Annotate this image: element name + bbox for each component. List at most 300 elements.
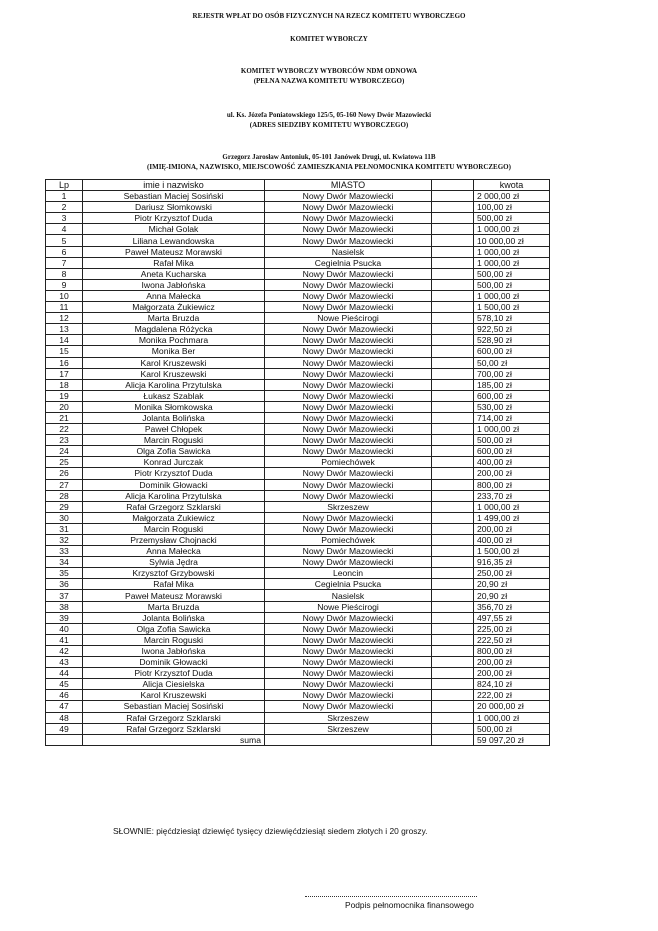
table-row [46,612,550,623]
row-city: Nowy Dwór Mazowiecki [265,634,432,645]
sum-row [46,734,550,745]
row-amount: 916,35 zł [474,557,550,568]
row-city: Cegielnia Psucka [265,579,432,590]
row-lp: 10 [46,290,83,301]
row-amount: 528,90 zł [474,335,550,346]
row-city: Nowy Dwór Mazowiecki [265,224,432,235]
table-row [46,202,550,213]
row-blank [432,490,474,501]
row-lp: 19 [46,390,83,401]
row-name: Małgorzata Żukiewicz [83,512,265,523]
row-blank [432,246,474,257]
row-blank [432,601,474,612]
row-lp: 18 [46,379,83,390]
row-name: Monika Pochmara [83,335,265,346]
row-amount: 500,00 zł [474,279,550,290]
column-header-city: MIASTO [265,180,432,191]
row-amount: 50,00 zł [474,357,550,368]
table-row [46,712,550,723]
row-blank [432,701,474,712]
table-row [46,302,550,313]
table-row [46,412,550,423]
row-blank [432,579,474,590]
row-name: Anna Małecka [83,546,265,557]
row-city: Nowy Dwór Mazowiecki [265,335,432,346]
row-blank [432,568,474,579]
row-blank [432,546,474,557]
row-amount: 200,00 zł [474,668,550,679]
row-city: Nowy Dwór Mazowiecki [265,213,432,224]
row-name: Konrad Jurczak [83,457,265,468]
row-city: Nowy Dwór Mazowiecki [265,645,432,656]
row-city: Nowy Dwór Mazowiecki [265,279,432,290]
table-row [46,645,550,656]
committee-label: KOMITET WYBORCZY [290,35,368,43]
row-lp: 31 [46,523,83,534]
row-name: Marta Bruzda [83,313,265,324]
table-row [46,213,550,224]
row-name: Łukasz Szablak [83,390,265,401]
row-name: Michał Golak [83,224,265,235]
row-blank [432,501,474,512]
row-name: Małgorzata Żukiewicz [83,302,265,313]
table-row [46,623,550,634]
table-row [46,435,550,446]
row-lp: 9 [46,279,83,290]
row-name: Sebastian Maciej Sosiński [83,701,265,712]
row-name: Rafał Grzegorz Szklarski [83,712,265,723]
row-lp: 49 [46,723,83,734]
row-amount: 100,00 zł [474,202,550,213]
row-blank [432,290,474,301]
row-amount: 600,00 zł [474,346,550,357]
row-city: Nowy Dwór Mazowiecki [265,446,432,457]
row-amount: 824,10 zł [474,679,550,690]
row-name: Marta Bruzda [83,601,265,612]
row-city: Nowy Dwór Mazowiecki [265,346,432,357]
column-header-blank [432,180,474,191]
table-row [46,501,550,512]
amount-in-words: SŁOWNIE: pięćdziesiąt dziewięć tysięcy dziewięćdziesiąt siedem złotych i 20 groszy. [113,826,428,836]
row-lp: 22 [46,424,83,435]
table-row [46,313,550,324]
table-row [46,224,550,235]
row-lp: 29 [46,501,83,512]
row-amount: 10 000,00 zł [474,235,550,246]
row-amount: 1 500,00 zł [474,302,550,313]
row-city: Nowy Dwór Mazowiecki [265,479,432,490]
register-title: REJESTR WPŁAT DO OSÓB FIZYCZNYCH NA RZECZ KOMITETU WYBORCZEGO [192,12,466,20]
row-blank [432,213,474,224]
row-lp: 32 [46,535,83,546]
row-amount: 185,00 zł [474,379,550,390]
row-name: Karol Kruszewski [83,690,265,701]
row-lp: 30 [46,512,83,523]
row-amount: 530,00 zł [474,401,550,412]
row-name: Rafał Mika [83,579,265,590]
row-name: Jolanta Bolińska [83,612,265,623]
table-row [46,512,550,523]
row-blank [432,412,474,423]
row-lp: 21 [46,412,83,423]
table-row [46,346,550,357]
row-lp: 7 [46,257,83,268]
row-amount: 800,00 zł [474,645,550,656]
row-amount: 222,00 zł [474,690,550,701]
row-amount: 1 000,00 zł [474,246,550,257]
row-amount: 20,90 zł [474,579,550,590]
table-header-row [46,180,550,191]
row-name: Liliana Lewandowska [83,235,265,246]
row-name: Rafał Mika [83,257,265,268]
row-amount: 200,00 zł [474,657,550,668]
row-amount: 922,50 zł [474,324,550,335]
table-row [46,268,550,279]
row-city: Nowy Dwór Mazowiecki [265,324,432,335]
row-name: Marcin Roguski [83,634,265,645]
row-city: Nowy Dwór Mazowiecki [265,546,432,557]
row-name: Monika Ber [83,346,265,357]
row-amount: 1 499,00 zł [474,512,550,523]
row-blank [432,468,474,479]
row-blank [432,612,474,623]
row-blank [432,523,474,534]
row-blank [432,390,474,401]
row-blank [432,357,474,368]
sum-lp-cell [46,734,83,745]
row-city: Nowy Dwór Mazowiecki [265,623,432,634]
committee-name-caption: (PEŁNA NAZWA KOMITETU WYBORCZEGO) [253,77,405,85]
row-city: Nowy Dwór Mazowiecki [265,468,432,479]
row-lp: 38 [46,601,83,612]
signature-label: Podpis pełnomocnika finansowego [345,900,474,910]
row-amount: 400,00 zł [474,457,550,468]
row-lp: 1 [46,191,83,202]
row-city: Nowy Dwór Mazowiecki [265,435,432,446]
row-name: Paweł Chłopek [83,424,265,435]
agent-details: Grzegorz Jarosław Antoniuk, 05-101 Janówek Drugi, ul. Kwiatowa 11B [222,153,436,161]
row-amount: 1 000,00 zł [474,501,550,512]
row-lp: 5 [46,235,83,246]
table-row [46,401,550,412]
row-amount: 714,00 zł [474,412,550,423]
row-blank [432,457,474,468]
row-city: Cegielnia Psucka [265,257,432,268]
row-name: Alicja Ciesielska [83,679,265,690]
row-name: Piotr Krzysztof Duda [83,213,265,224]
row-lp: 33 [46,546,83,557]
row-city: Nowy Dwór Mazowiecki [265,302,432,313]
row-name: Krzysztof Grzybowski [83,568,265,579]
row-name: Anna Małecka [83,290,265,301]
row-blank [432,590,474,601]
row-city: Skrzeszew [265,501,432,512]
table-row [46,191,550,202]
signature-line [305,896,477,897]
row-lp: 3 [46,213,83,224]
table-row [46,357,550,368]
row-name: Paweł Mateusz Morawski [83,246,265,257]
row-city: Nowy Dwór Mazowiecki [265,235,432,246]
row-amount: 578,10 zł [474,313,550,324]
row-lp: 28 [46,490,83,501]
row-city: Skrzeszew [265,723,432,734]
row-lp: 48 [46,712,83,723]
row-name: Marcin Roguski [83,523,265,534]
table-row [46,468,550,479]
table-row [46,601,550,612]
row-name: Piotr Krzysztof Duda [83,468,265,479]
row-lp: 41 [46,634,83,645]
row-blank [432,512,474,523]
row-lp: 26 [46,468,83,479]
table-row [46,257,550,268]
row-name: Jolanta Bolińska [83,412,265,423]
table-row [46,634,550,645]
table-row [46,668,550,679]
row-city: Nowy Dwór Mazowiecki [265,701,432,712]
table-row [46,679,550,690]
table-row [46,490,550,501]
row-lp: 36 [46,579,83,590]
row-name: Alicja Karolina Przytulska [83,379,265,390]
row-amount: 800,00 zł [474,479,550,490]
row-blank [432,224,474,235]
row-blank [432,435,474,446]
row-amount: 1 000,00 zł [474,224,550,235]
row-lp: 11 [46,302,83,313]
row-lp: 8 [46,268,83,279]
row-blank [432,634,474,645]
row-lp: 34 [46,557,83,568]
row-blank [432,379,474,390]
table-row [46,457,550,468]
row-amount: 20,90 zł [474,590,550,601]
row-city: Nowy Dwór Mazowiecki [265,401,432,412]
row-name: Przemysław Chojnacki [83,535,265,546]
table-row [46,290,550,301]
row-blank [432,623,474,634]
row-blank [432,235,474,246]
row-name: Marcin Roguski [83,435,265,446]
row-city: Nasielsk [265,246,432,257]
table-row [46,657,550,668]
row-lp: 20 [46,401,83,412]
row-city: Nowy Dwór Mazowiecki [265,268,432,279]
row-name: Olga Zofia Sawicka [83,623,265,634]
table-row [46,379,550,390]
row-name: Iwona Jabłońska [83,279,265,290]
row-city: Nowy Dwór Mazowiecki [265,679,432,690]
row-amount: 700,00 zł [474,368,550,379]
table-row [46,279,550,290]
sum-value: 59 097,20 zł [474,734,550,745]
row-amount: 225,00 zł [474,623,550,634]
row-blank [432,712,474,723]
column-header-amount: kwota [474,180,550,191]
row-blank [432,723,474,734]
row-amount: 250,00 zł [474,568,550,579]
row-city: Nowy Dwór Mazowiecki [265,379,432,390]
row-lp: 39 [46,612,83,623]
sum-blank-cell [432,734,474,745]
row-amount: 222,50 zł [474,634,550,645]
row-amount: 600,00 zł [474,390,550,401]
row-lp: 23 [46,435,83,446]
row-name: Olga Zofia Sawicka [83,446,265,457]
row-name: Aneta Kucharska [83,268,265,279]
row-name: Karol Kruszewski [83,357,265,368]
row-name: Dariusz Słomkowski [83,202,265,213]
row-amount: 497,55 zł [474,612,550,623]
committee-name: KOMITET WYBORCZY WYBORCÓW NDM ODNOWA [240,67,418,75]
row-city: Leoncin [265,568,432,579]
row-amount: 200,00 zł [474,468,550,479]
row-blank [432,424,474,435]
row-lp: 42 [46,645,83,656]
row-city: Nowy Dwór Mazowiecki [265,557,432,568]
row-amount: 500,00 zł [474,268,550,279]
row-amount: 1 000,00 zł [474,424,550,435]
row-amount: 1 500,00 zł [474,546,550,557]
row-city: Nowy Dwór Mazowiecki [265,390,432,401]
row-city: Pomiechówek [265,457,432,468]
row-amount: 200,00 zł [474,523,550,534]
row-city: Nowy Dwór Mazowiecki [265,490,432,501]
row-blank [432,535,474,546]
table-row [46,235,550,246]
row-city: Nowy Dwór Mazowiecki [265,424,432,435]
row-blank [432,302,474,313]
table-row [46,335,550,346]
row-city: Nowy Dwór Mazowiecki [265,512,432,523]
row-name: Sylwia Jędra [83,557,265,568]
row-city: Nowy Dwór Mazowiecki [265,668,432,679]
table-row [46,723,550,734]
row-city: Nowy Dwór Mazowiecki [265,368,432,379]
row-lp: 14 [46,335,83,346]
row-blank [432,645,474,656]
committee-address: ul. Ks. Józefa Poniatowskiego 125/5, 05-160 Nowy Dwór Mazowiecki [226,111,432,119]
table-row [46,579,550,590]
row-city: Pomiechówek [265,535,432,546]
row-lp: 13 [46,324,83,335]
row-city: Nowy Dwór Mazowiecki [265,357,432,368]
row-blank [432,257,474,268]
row-lp: 17 [46,368,83,379]
row-city: Nowy Dwór Mazowiecki [265,690,432,701]
row-lp: 46 [46,690,83,701]
table-row [46,390,550,401]
row-blank [432,202,474,213]
committee-address-caption: (ADRES SIEDZIBY KOMITETU WYBORCZEGO) [249,121,409,129]
row-amount: 600,00 zł [474,446,550,457]
row-lp: 43 [46,657,83,668]
row-name: Paweł Mateusz Morawski [83,590,265,601]
row-blank [432,191,474,202]
row-lp: 12 [46,313,83,324]
row-amount: 400,00 zł [474,535,550,546]
table-row [46,590,550,601]
row-city: Skrzeszew [265,712,432,723]
table-row [46,446,550,457]
sum-label: suma [83,734,265,745]
row-blank [432,335,474,346]
table-row [46,368,550,379]
payments-table [45,179,550,746]
table-row [46,324,550,335]
row-amount: 1 000,00 zł [474,257,550,268]
row-blank [432,279,474,290]
row-city: Nowy Dwór Mazowiecki [265,290,432,301]
row-name: Magdalena Różycka [83,324,265,335]
table-row [46,535,550,546]
row-lp: 40 [46,623,83,634]
row-name: Alicja Karolina Przytulska [83,490,265,501]
row-amount: 20 000,00 zł [474,701,550,712]
row-blank [432,479,474,490]
row-name: Monika Słomkowska [83,401,265,412]
row-name: Sebastian Maciej Sosiński [83,191,265,202]
row-blank [432,679,474,690]
row-blank [432,657,474,668]
row-name: Karol Kruszewski [83,368,265,379]
row-blank [432,368,474,379]
row-lp: 2 [46,202,83,213]
column-header-name: imie i nazwisko [83,180,265,191]
row-lp: 4 [46,224,83,235]
row-lp: 25 [46,457,83,468]
row-city: Nowy Dwór Mazowiecki [265,202,432,213]
row-city: Nowy Dwór Mazowiecki [265,412,432,423]
table-row [46,479,550,490]
row-amount: 1 000,00 zł [474,290,550,301]
row-amount: 2 000,00 zł [474,191,550,202]
row-city: Nasielsk [265,590,432,601]
row-lp: 24 [46,446,83,457]
row-lp: 47 [46,701,83,712]
table-body [46,191,550,735]
column-header-lp: Lp [46,180,83,191]
row-name: Rafał Grzegorz Szklarski [83,501,265,512]
row-blank [432,313,474,324]
row-lp: 35 [46,568,83,579]
row-amount: 233,70 zł [474,490,550,501]
row-blank [432,346,474,357]
row-blank [432,668,474,679]
sum-city-cell [265,734,432,745]
row-city: Nowy Dwór Mazowiecki [265,523,432,534]
row-blank [432,268,474,279]
table-row [46,557,550,568]
table-row [46,424,550,435]
row-name: Dominik Głowacki [83,479,265,490]
row-amount: 500,00 zł [474,213,550,224]
table-row [46,546,550,557]
row-city: Nowy Dwór Mazowiecki [265,612,432,623]
table-row [46,701,550,712]
table-row [46,246,550,257]
row-city: Nowe Pieścirogi [265,313,432,324]
row-city: Nowy Dwór Mazowiecki [265,657,432,668]
row-blank [432,446,474,457]
row-amount: 356,70 zł [474,601,550,612]
row-blank [432,557,474,568]
row-city: Nowy Dwór Mazowiecki [265,191,432,202]
table-row [46,690,550,701]
row-blank [432,324,474,335]
row-lp: 6 [46,246,83,257]
